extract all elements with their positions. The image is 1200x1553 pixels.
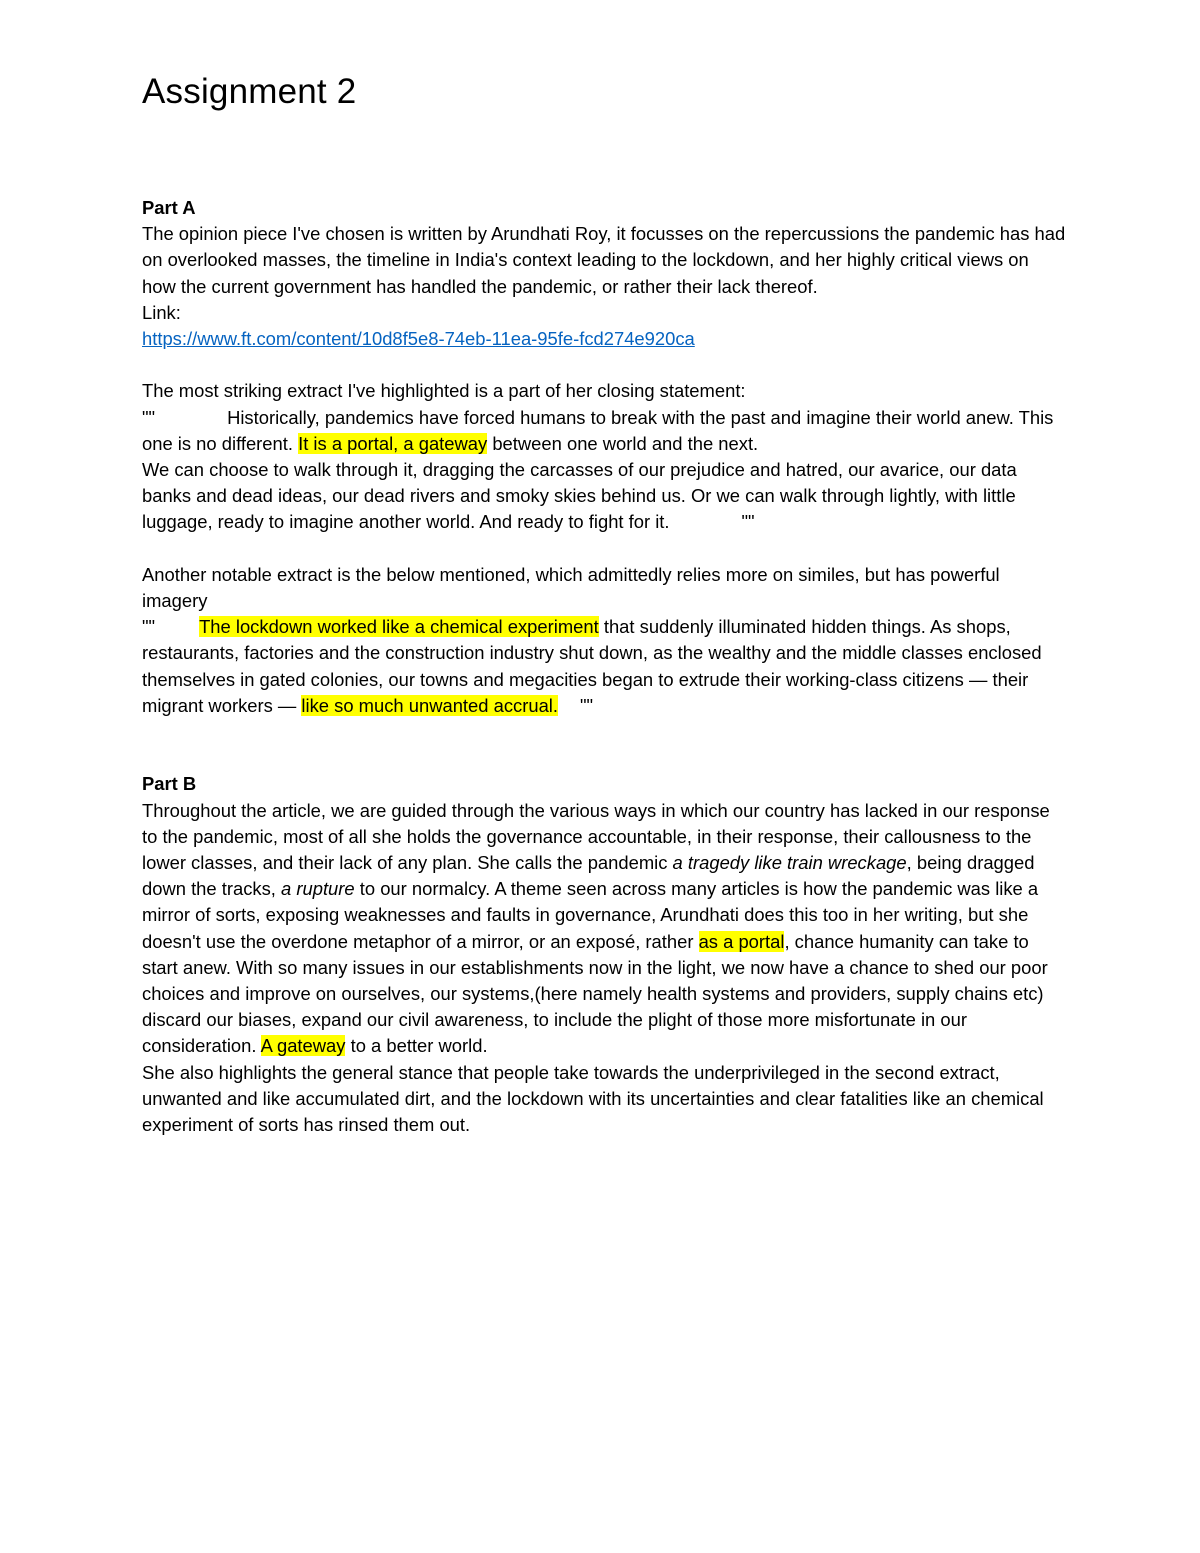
extract1-text-b: between one world and the next. bbox=[487, 432, 759, 454]
part-b-text-b: , being dragged down the tracks, bbox=[142, 852, 1035, 900]
quote-close: "" bbox=[580, 694, 594, 716]
extract2-quote bbox=[142, 614, 1067, 719]
extract2-highlight-2: like so much unwanted accrual. bbox=[301, 694, 559, 716]
blank-line bbox=[142, 536, 1067, 562]
quote-close: "" bbox=[741, 511, 755, 533]
part-a-heading: Part A bbox=[142, 197, 196, 218]
extract2-text-a: that suddenly illuminated hidden things. As shops, restaurants, factories and the construction industry shut down, as the wealthy and the middle classes enclosed themselves in gated colonies, our towns and megacities began to extrude their working-class citizens — their migrant workers — bbox=[142, 616, 1042, 716]
extract2-intro: Another notable extract is the below mentioned, which admittedly relies more on similes, but has powerful imagery bbox=[142, 563, 1000, 612]
article-link[interactable]: https://www.ft.com/content/10d8f5e8-74eb-11ea-95fe-fcd274e920ca bbox=[142, 328, 695, 350]
extract2-highlight-1: The lockdown worked like a chemical experiment bbox=[199, 616, 599, 638]
extract1-text-a: Historically, pandemics have forced humans to break with the past and imagine their world anew. This one is no different. bbox=[142, 406, 1054, 454]
blank-line bbox=[142, 352, 1067, 378]
extract1-text-c: We can choose to walk through it, dragging the carcasses of our prejudice and hatred, our avarice, our data banks and dead ideas, our dead rivers and smoky skies behind us. Or we can walk through lightly, with little luggage, ready to imagine another world. And ready to fight for it. bbox=[142, 459, 1017, 533]
document-body bbox=[142, 195, 1067, 1138]
part-b-italic-1: a tragedy like train wreckage bbox=[672, 852, 907, 874]
part-b-paragraph-1 bbox=[142, 798, 1067, 1060]
quote-open: "" bbox=[142, 406, 156, 428]
link-label: Link: bbox=[142, 301, 181, 323]
part-b-paragraph-2: She also highlights the general stance that people take towards the underprivileged in the second extract, unwanted and like accumulated dirt, and the lockdown with its uncertainties and clear fatalities like an chemical experiment of sorts has rinsed them out. bbox=[142, 1061, 1044, 1136]
part-b-text-e: to a better world. bbox=[345, 1035, 488, 1057]
extract1-intro: The most striking extract I've highlighted is a part of her closing statement: bbox=[142, 380, 746, 402]
quote-open: "" bbox=[142, 616, 156, 638]
blank-lines bbox=[142, 719, 1067, 771]
part-a-intro: The opinion piece I've chosen is written by Arundhati Roy, it focusses on the repercussions the pandemic has had on overlooked masses, the timeline in India's context leading to the lockdown, and her highly critical views on how the current government has handled the pandemic, or rather their lack thereof. bbox=[142, 223, 1066, 297]
extract1-highlight: It is a portal, a gateway bbox=[298, 432, 488, 454]
part-b-italic-2: a rupture bbox=[281, 878, 355, 900]
part-b-heading: Part B bbox=[142, 773, 197, 795]
document-title: Assignment 2 bbox=[142, 72, 357, 111]
part-b-text-c: to our normalcy. A theme seen across many articles is how the pandemic was like a mirror of sorts, exposing weaknesses and faults in governance, Arundhati does this too in her writing, but she doesn't use the overdone metaphor of a mirror, or an exposé, rather bbox=[142, 878, 1039, 952]
extract1-quote bbox=[142, 405, 1067, 457]
part-b-highlight-1: as a portal bbox=[698, 930, 785, 952]
extract1-continued bbox=[142, 457, 1067, 536]
part-b-text-a: Throughout the article, we are guided through the various ways in which our country has lacked in our response to the pandemic, most of all she holds the governance accountable, in their response, their callousness to the lower classes, and their lack of any plan. She calls the pandemic bbox=[142, 799, 1050, 874]
part-b-highlight-2: A gateway bbox=[260, 1035, 346, 1057]
part-b-text-d: , chance humanity can take to start anew. With so many issues in our establishments now in the light, we now have a chance to shed our poor choices and improve on ourselves, our systems,(here namely health systems and providers, supply chains etc) discard our biases, expand our civil awareness, to include the plight of those more misfortunate in our consideration. bbox=[142, 930, 1048, 1057]
